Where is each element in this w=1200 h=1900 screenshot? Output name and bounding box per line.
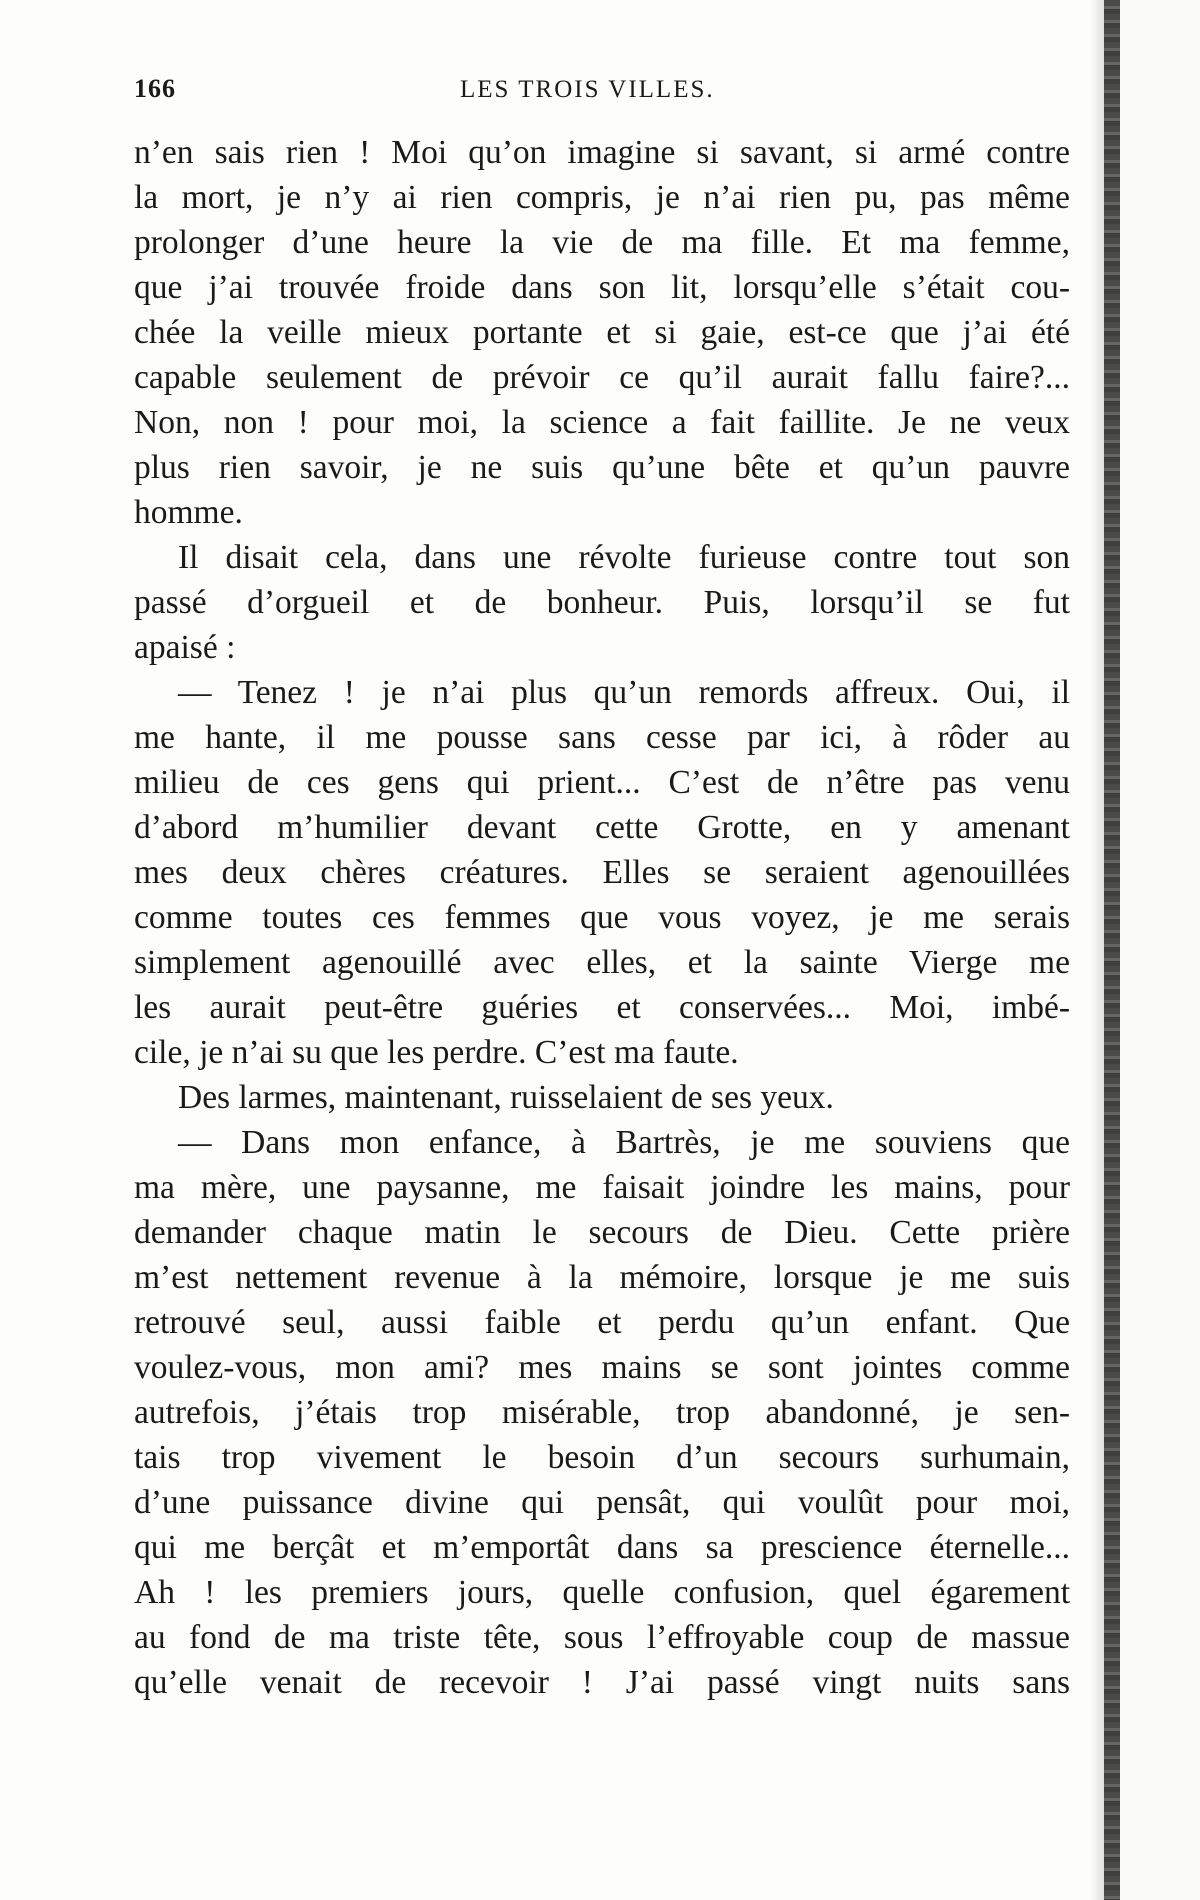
text-line: Ah ! les premiers jours, quelle confusion, quel égarement (134, 1574, 1070, 1611)
scan-binding-edge (1104, 0, 1120, 1900)
text-line: cile, je n’ai su que les perdre. C’est ma faute. (134, 1034, 739, 1071)
text-line: mes deux chères créatures. Elles se seraient agenouillées (134, 854, 1070, 891)
text-line: — Tenez ! je n’ai plus qu’un remords affreux. Oui, il (178, 674, 1070, 711)
text-line: plus rien savoir, je ne suis qu’une bête et qu’un pauvre (134, 449, 1070, 486)
page-header (134, 74, 1074, 114)
text-line: qu’elle venait de recevoir ! J’ai passé vingt nuits sans (134, 1664, 1070, 1701)
scan-margin (1120, 0, 1200, 1900)
text-line: prolonger d’une heure la vie de ma fille. Et ma femme, (134, 224, 1070, 261)
text-line: me hante, il me pousse sans cesse par ici, à rôder au (134, 719, 1070, 756)
text-line: chée la veille mieux portante et si gaie, est-ce que j’ai été (134, 314, 1070, 351)
text-line: que j’ai trouvée froide dans son lit, lorsqu’elle s’était cou- (134, 269, 1070, 306)
text-line: — Dans mon enfance, à Bartrès, je me souviens que (178, 1124, 1070, 1161)
text-line: passé d’orgueil et de bonheur. Puis, lorsqu’il se fut (134, 584, 1070, 621)
text-line: Des larmes, maintenant, ruisselaient de ses yeux. (178, 1079, 834, 1116)
text-line: apaisé : (134, 629, 236, 666)
running-title: LES TROIS VILLES. (460, 76, 715, 103)
text-line: Non, non ! pour moi, la science a fait faillite. Je ne veux (134, 404, 1070, 441)
text-line: n’en sais rien ! Moi qu’on imagine si savant, si armé contre (134, 134, 1070, 171)
text-line: comme toutes ces femmes que vous voyez, je me serais (134, 899, 1070, 936)
text-line: demander chaque matin le secours de Dieu. Cette prière (134, 1214, 1070, 1251)
text-line: les aurait peut-être guéries et conservées... Moi, imbé- (134, 989, 1070, 1026)
text-line: milieu de ces gens qui prient... C’est de n’être pas venu (134, 764, 1070, 801)
text-line: retrouvé seul, aussi faible et perdu qu’un enfant. Que (134, 1304, 1070, 1341)
page-number: 166 (134, 74, 176, 103)
text-line: tais trop vivement le besoin d’un secours surhumain, (134, 1439, 1070, 1476)
text-line: qui me berçât et m’emportât dans sa prescience éternelle... (134, 1529, 1070, 1566)
text-line: simplement agenouillé avec elles, et la sainte Vierge me (134, 944, 1070, 981)
text-line: autrefois, j’étais trop misérable, trop abandonné, je sen- (134, 1394, 1070, 1431)
text-line: au fond de ma triste tête, sous l’effroyable coup de massue (134, 1619, 1070, 1656)
text-line: ma mère, une paysanne, me faisait joindre les mains, pour (134, 1169, 1070, 1206)
text-line: homme. (134, 494, 243, 531)
text-line: d’une puissance divine qui pensât, qui voulût pour moi, (134, 1484, 1070, 1521)
text-line: d’abord m’humilier devant cette Grotte, en y amenant (134, 809, 1070, 846)
text-line: m’est nettement revenue à la mémoire, lorsque je me suis (134, 1259, 1070, 1296)
body-text (134, 130, 1070, 1705)
page-edge-shadow (1090, 0, 1104, 1900)
text-line: la mort, je n’y ai rien compris, je n’ai rien pu, pas même (134, 179, 1070, 216)
text-line: Il disait cela, dans une révolte furieuse contre tout son (178, 539, 1070, 576)
text-line: voulez-vous, mon ami? mes mains se sont jointes comme (134, 1349, 1070, 1386)
text-line: capable seulement de prévoir ce qu’il aurait fallu faire?... (134, 359, 1070, 396)
